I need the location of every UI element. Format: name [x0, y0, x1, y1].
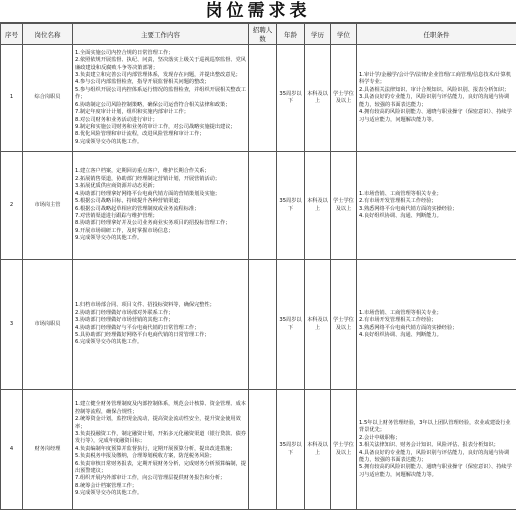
header-count: 招聘人数 [249, 24, 277, 45]
duty-line: 9.开展市场调研工作，及时掌握市场信息； [75, 228, 246, 235]
duty-line: 4.协助部门经理拿好网络平台电商代销方面的营销策划及实施； [75, 191, 246, 198]
duty-line: 6.负责审核日常财务报表，定期开展财务分析，完成财务分析预算编制，提出预警建议； [75, 461, 246, 476]
row-duties [73, 45, 249, 152]
row-duties [73, 390, 249, 510]
row-count [249, 390, 277, 510]
header-no: 序号 [1, 24, 23, 45]
page-title: 岗位需求表 [0, 0, 516, 23]
duty-line: 2.依照依规开展监督、执纪、问责，坚决落实上级关于巡视巡察监督、党风廉政建设和反腐败斗争等决策部署； [75, 57, 246, 72]
requirement-line: 2.有市场开发管理相关工作经验； [359, 317, 514, 324]
duty-line: 6.完成领导交办的其他工作。 [75, 339, 246, 346]
row-no: 3 [1, 260, 23, 390]
duty-line: 4.负责编制年度预算并监督执行，定期开展预算分析，提出改进措施； [75, 446, 246, 453]
duty-line: 7.对营销渠道进行跟踪与维护管理； [75, 213, 246, 220]
duty-line: 2.协助部门经理做好市场部对外联系工作； [75, 310, 246, 317]
duty-line: 7.组织开展内外部审计工作，向公司管理层提供财务报告和分析； [75, 475, 246, 482]
requirement-line: 5.拥有较高的风险识别能力、通晓与职业操守（保密意识）、持续学习与适应能力，问题解决能力等。 [359, 464, 514, 479]
row-duties [73, 260, 249, 390]
duty-line: 8.对公司财务和业务活动进行审计； [75, 117, 246, 124]
row-no: 1 [1, 45, 23, 152]
duty-line: 3.协助部门经理做好市场营销的其他工作； [75, 317, 246, 324]
row-age: 35周岁以下 [277, 260, 305, 390]
duty-line: 2.拓展销售渠道，协助部门经理制定营销计划，开展营销活动； [75, 176, 246, 183]
duty-line: 8.优化风险管理和审计流程，改进风险管理和审计工作； [75, 131, 246, 138]
duty-line: 9.完成领导交办的其他工作。 [75, 490, 246, 497]
row-age: 35周岁以下 [277, 152, 305, 260]
duty-line: 4.参与公司内部监督检查，指导开展监督相关问题的整改； [75, 79, 246, 86]
duty-line: 4.协助部门经理做好与平台电商代销的日常管理工作； [75, 325, 246, 332]
duty-line: 3.负责投融资工作，制定融资计划，开拓多元化融资渠道（银行贷款、债券发行等），完成年度融资目标； [75, 431, 246, 446]
row-age: 35周岁以下 [277, 390, 305, 510]
row-position: 市场岗职员 [23, 260, 73, 390]
duty-line: 1.归档市场部合同、项目文件、招投标资料等，确保完整性； [75, 302, 246, 309]
duty-line: 8.协助部门经理拿好并及公司业务商业实务项目的招投标管理工作； [75, 220, 246, 227]
requirement-line: 3.熟悉网络平台电商代销方面的实操经验； [359, 325, 514, 332]
duty-line: 5.根据公司战略目标，持续提升各种营销渠道； [75, 198, 246, 205]
duty-line: 1.全面实施公司内控合规的日常管理工作； [75, 50, 246, 57]
requirement-line: 3.相关法律知识、财务会计知识、风险评估、报表分析知识； [359, 442, 514, 449]
duty-line: 9.制定和实施公司财务和业务的审计工作，对公司战略实施提出建议； [75, 124, 246, 131]
row-degree: 学士学位及以上 [331, 390, 357, 510]
row-position: 财务岗经理 [23, 390, 73, 510]
duty-line: 1.建立健全财务管理制度及内部控制体系，规范会计核算、资金管理、成本控制等流程，确保合规性； [75, 401, 246, 416]
header-position: 岗位名称 [23, 24, 73, 45]
requirement-line: 2.会计中级职称； [359, 435, 514, 442]
table-row [1, 152, 516, 260]
row-degree: 学士学位及以上 [331, 260, 357, 390]
row-count [249, 45, 277, 152]
row-count [249, 152, 277, 260]
table-row [1, 390, 516, 510]
row-education: 本科及以上 [305, 390, 331, 510]
row-education: 本科及以上 [305, 152, 331, 260]
header-degree: 学位 [331, 24, 357, 45]
row-requirements [357, 390, 516, 510]
table-row [1, 45, 516, 152]
row-requirements [357, 152, 516, 260]
row-no: 4 [1, 390, 23, 510]
requirement-line: 3.熟悉网络平台电商代销方面的实操经验； [359, 206, 514, 213]
row-position: 综合岗职员 [23, 45, 73, 152]
requirement-line: 2.具备相关法律知识、审计合规知识、风险识别、报表分析知识； [359, 87, 514, 94]
requirement-line: 4.良好组织协调、沟通、判断能力。 [359, 332, 514, 339]
duty-line: 3.负责建立和完善公司内部管理体系，发现存在问题，并提出整改意见； [75, 72, 246, 79]
requirement-line: 4.具备良好的专业能力，风险识别与评估能力，良好的沟通与协调能力，较强的书面表达能力； [359, 450, 514, 465]
header-age: 年龄 [277, 24, 305, 45]
duty-line: 5.负责税务申报及缴纳，合理筹划税收方案，防范税务风险； [75, 453, 246, 460]
header-row [1, 24, 516, 45]
requirement-line: 4.良好组织协调、沟通、判断能力。 [359, 213, 514, 220]
header-requirements: 任职条件 [357, 24, 516, 45]
duty-line: 8.统筹会计档案管理工作； [75, 483, 246, 490]
duty-line: 5.参与组织开展公司内控体系运行情况的监督检查，并组织开展相关整改工作； [75, 87, 246, 102]
row-requirements [357, 260, 516, 390]
duty-line: 6.根据公司战略起草相应的管理制度或业务流程标准； [75, 206, 246, 213]
requirements-table [0, 23, 516, 510]
duty-line: 2.统筹资金计划，监控现金流动，提高资金流动性安全，提升资金使用效率； [75, 416, 246, 431]
row-position: 市场岗主管 [23, 152, 73, 260]
requirement-line: 1.5年以上财务管理经验，3年以上团队管理经验，农业或建设行业背景优先； [359, 420, 514, 435]
row-degree: 学士学位及以上 [331, 152, 357, 260]
row-education: 本科及以上 [305, 45, 331, 152]
row-degree: 学士学位及以上 [331, 45, 357, 152]
row-no: 2 [1, 152, 23, 260]
row-requirements [357, 45, 516, 152]
header-duties: 主要工作内容 [73, 24, 249, 45]
requirement-line: 1.市场营销、工商管理等相关专业； [359, 191, 514, 198]
requirement-line: 1.审计学/金融学/会计学/法律/企业管理/工商管理/信息技术/计算机科学专业； [359, 72, 514, 87]
requirement-line: 1.市场营销、工商管理等相关专业； [359, 310, 514, 317]
duty-line: 1.建立客户档案，定期回访重点客户，维护长期合作关系； [75, 168, 246, 175]
duty-line: 3.拓展优质供应商资源并动态更新； [75, 183, 246, 190]
header-education: 学历 [305, 24, 331, 45]
duty-line: 9.完成领导交办的其他工作。 [75, 139, 246, 146]
duty-line: 5.具协助部门经理做好网络平台电商代销的日常管理工作； [75, 332, 246, 339]
row-education: 本科及以上 [305, 260, 331, 390]
requirement-line: 2.有市场开发管理相关工作经验； [359, 198, 514, 205]
duty-line: 9.完成领导交办的其他工作。 [75, 235, 246, 242]
requirement-line: 4.拥有较高的风险识别能力、通晓与职业操守（保密意识）、持续学习与适应能力，问题解决能力等。 [359, 109, 514, 124]
duty-line: 7.制定年度审计计划，组织和实施内部审计工作； [75, 109, 246, 116]
table-row [1, 260, 516, 390]
duty-line: 6.协助制定公司风险控制策略，确保公司运营符合相关法律和政策； [75, 102, 246, 109]
row-duties [73, 152, 249, 260]
row-count [249, 260, 277, 390]
row-age: 35周岁以下 [277, 45, 305, 152]
requirement-line: 3.具备良好的专业能力，风险识别与评估能力，良好的沟通与协调能力，较强的书面表达能力； [359, 94, 514, 109]
